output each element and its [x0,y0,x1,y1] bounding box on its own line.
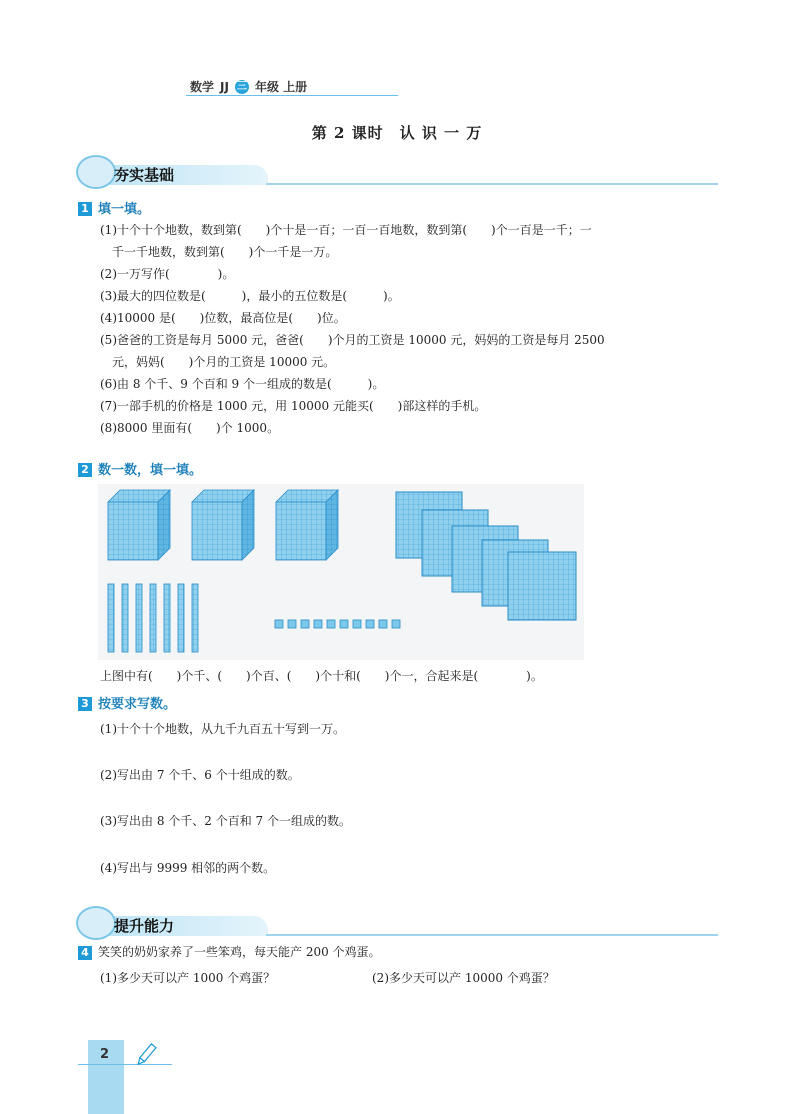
q1-line: (8)8000 里面有( )个 1000。 [100,421,280,435]
ten-rods [108,584,198,652]
q1-line: (5)爸爸的工资是每月 5000 元，爸爸( )个月的工资是 10000 元，妈妈的工资是每月 2500 [100,333,605,347]
q1-line: (1)十个十个地数，数到第( )个十是一百；一百一百地数，数到第( )个一百是一千；一 [100,223,592,237]
section-rule [266,183,718,185]
base-ten-blocks-figure [98,484,584,660]
question-1-items [100,219,605,439]
question-number: 4 [78,946,92,960]
blocks-svg [98,484,584,660]
q1-line: 千一千地数，数到第( )个一千是一万。 [112,245,338,259]
q3-item: (1)十个十个地数，从九千九百五十写到一万。 [100,722,345,736]
section-header-ability [76,914,718,936]
question-number: 3 [78,697,92,711]
q1-line: (6)由 8 个千、9 个百和 9 个一组成的数是( )。 [100,377,385,391]
thousand-cube [108,490,170,560]
question-1-header [78,198,150,217]
q4-sub1: (1)多少天可以产 1000 个鸡蛋？ [100,971,276,985]
q2-answer-line: 上图中有( )个千、( )个百、( )个十和( )个一，合起来是( )。 [100,669,543,683]
thousand-cube [276,490,338,560]
question-title: 填一填。 [98,202,151,217]
q1-line: (4)10000 是( )位数，最高位是( )位。 [100,311,346,325]
hundred-flat [508,552,576,620]
q1-line: 元，妈妈( )个月的工资是 10000 元。 [112,355,336,369]
header-rule [186,95,398,96]
section-label: 提升能力 [114,916,175,935]
question-title: 数一数，填一填。 [98,463,203,478]
section-header-basics [76,163,718,185]
question-2-header [78,459,202,478]
header-edition: JJ [220,79,229,94]
q3-item: (3)写出由 8 个千、2 个百和 7 个一组成的数。 [100,814,351,828]
header-grade: 年级 上册 [254,80,308,94]
q1-line: (3)最大的四位数是( )，最小的五位数是( )。 [100,289,400,303]
page-number: 2 [100,1047,110,1062]
running-header [190,78,307,95]
question-4-header [78,943,381,960]
pencil-icon [134,1042,158,1072]
q3-item: (2)写出由 7 个千、6 个十组成的数。 [100,768,300,782]
q3-item: (4)写出与 9999 相邻的两个数。 [100,861,276,875]
q1-line: (2)一万写作( )。 [100,267,235,281]
question-number: 1 [78,202,92,216]
header-subject: 数学 [190,80,215,94]
question-stem: 笑笑的奶奶家养了一些笨鸡，每天能产 200 个鸡蛋。 [98,945,381,959]
thousand-cube [192,490,254,560]
q4-sub2: (2)多少天可以产 10000 个鸡蛋？ [372,971,555,985]
question-number: 2 [78,463,92,477]
page-title: 第 2 课时 认 识 一 万 [311,124,483,142]
question-3-header [78,693,176,712]
grade-badge: 三 [236,80,247,92]
section-label: 夯实基础 [114,165,175,184]
q1-line: (7)一部手机的价格是 1000 元，用 10000 元能买( )部这样的手机。 [100,399,487,413]
section-rule [266,934,718,936]
question-title: 按要求写数。 [98,697,177,712]
unit-cubes [275,620,400,628]
